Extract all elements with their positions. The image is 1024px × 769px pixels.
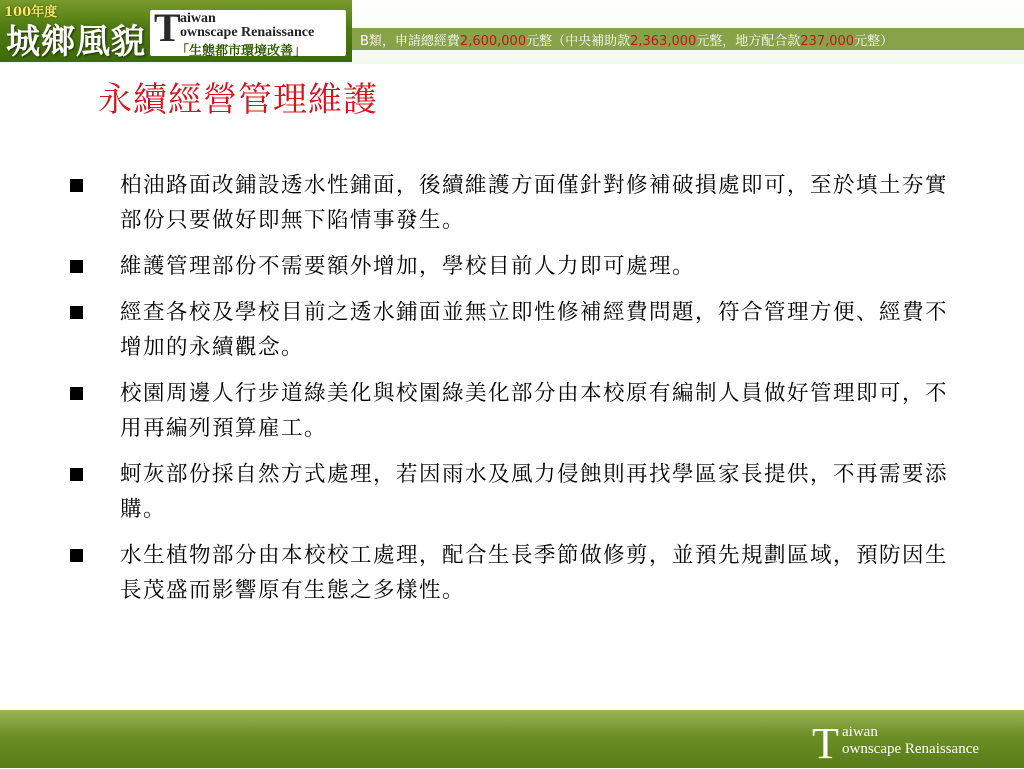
- bullet-text: 校園周邊人行步道綠美化與校園綠美化部分由本校原有編制人員做好管理即可，不用再編列預算雇工。: [120, 381, 949, 441]
- bullet-square-icon: [70, 387, 83, 400]
- budget-part2: 元整，地方配合款: [696, 34, 801, 49]
- bullet-item: [70, 295, 970, 365]
- bullet-item: [70, 249, 970, 284]
- logo-subtitle: 「生態都市環境改善」: [176, 44, 307, 59]
- bullet-text: 柏油路面改鋪設透水性鋪面，後續維護方面僅針對修補破損處即可，至於填土夯實部份只要做好即無下陷情事發生。: [120, 173, 949, 233]
- logo-year: 100年度: [4, 5, 58, 20]
- bullet-item: [70, 457, 970, 527]
- bullet-list: [70, 168, 970, 619]
- bullet-text: 蚵灰部份採自然方式處理，若因雨水及風力侵蝕則再找學區家長提供，不再需要添購。: [120, 462, 949, 522]
- bullet-item: [70, 168, 970, 238]
- logo-english-line2: ownscape Renaissance: [180, 25, 315, 40]
- footer-logo-line1: aiwan: [842, 724, 878, 740]
- logo-initial: T: [154, 5, 181, 50]
- budget-central: 2,363,000: [630, 34, 697, 49]
- budget-local: 237,000: [800, 34, 855, 49]
- budget-part1: 元整（中央補助款: [526, 34, 631, 49]
- bullet-square-icon: [70, 179, 83, 192]
- footer-logo-line2: ownscape Renaissance: [842, 741, 980, 757]
- footer-logo-initial: T: [812, 719, 839, 768]
- logo-main-title: 城鄉風貌: [6, 22, 146, 62]
- bullet-text: 水生植物部分由本校校工處理，配合生長季節做修剪，並預先規劃區域，預防因生長茂盛而影響原有生態之多樣性。: [120, 543, 949, 603]
- bullet-item: [70, 376, 970, 446]
- program-logo: [0, 0, 352, 62]
- bullet-text: 維護管理部份不需要額外增加，學校目前人力即可處理。: [120, 254, 696, 279]
- budget-prefix: B類，申請總經費: [360, 34, 460, 49]
- slide-title: 永續經營管理維護: [98, 80, 378, 120]
- bullet-square-icon: [70, 306, 83, 319]
- bullet-square-icon: [70, 468, 83, 481]
- budget-suffix: 元整）: [854, 34, 894, 49]
- bullet-item: [70, 538, 970, 608]
- bullet-square-icon: [70, 260, 83, 273]
- slide-header: [0, 0, 1024, 64]
- logo-english-line1: aiwan: [180, 11, 216, 26]
- budget-text: [360, 30, 893, 49]
- budget-total: 2,600,000: [459, 34, 527, 49]
- bullet-square-icon: [70, 549, 83, 562]
- bullet-text: 經查各校及學校目前之透水鋪面並無立即性修補經費問題，符合管理方便、經費不增加的永續觀念。: [120, 300, 949, 360]
